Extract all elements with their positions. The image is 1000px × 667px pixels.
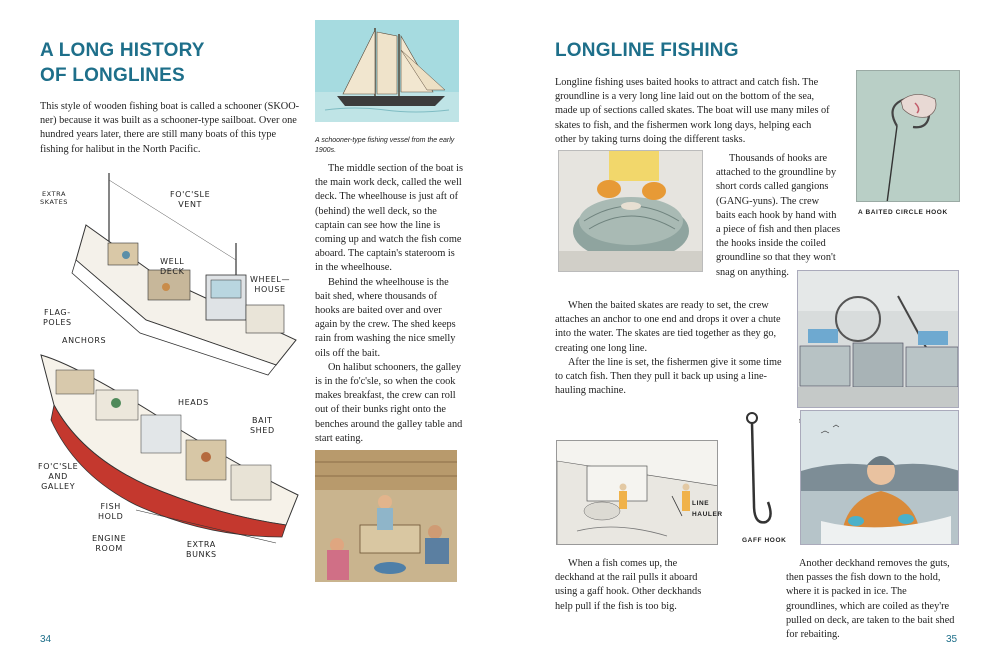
left-column-text: [315, 162, 463, 446]
circle-hook-illustration: [856, 70, 960, 202]
gaff-hook-illustration: [740, 410, 780, 530]
label-engine-room: ENGINE ROOM: [92, 534, 127, 553]
deckhand-illustration: [800, 410, 959, 545]
label-fish-hold: FISH HOLD: [98, 502, 124, 521]
line-hauler-illustration: [556, 440, 718, 545]
page-number-right: 35: [946, 634, 958, 645]
label-heads: HEADS: [178, 398, 209, 407]
left-intro: [40, 100, 302, 157]
skates-illustration: [797, 270, 959, 408]
gaff-paragraph-block: [555, 557, 710, 614]
label-extra-bunks: EXTRA BUNKS: [186, 540, 217, 559]
guts-paragraph: Another deckhand removes the guts, then passes the fish down to the hold, where it is packed in ice. The groundlines, which are coiled as they're pulled on deck, are taken to the bait shed for rebaiting.: [786, 558, 955, 641]
label-anchors: ANCHORS: [62, 336, 107, 345]
label-well-deck: WELL DECK: [160, 257, 185, 276]
gaff-hook-caption: GAFF HOOK: [742, 537, 787, 544]
boat-cutaway-illustration: [36, 165, 306, 595]
label-focsle-vent: FO'C'SLE VENT: [170, 190, 211, 209]
right-intro-text: Longline fishing uses baited hooks to attract and catch fish. The groundline is a very long line laid out on the bottom of the sea, made up of sections called skates. The boat will use many miles of skates to fish, and the fishermen work long days, helping each other by taking turns doing the different tasks.: [555, 77, 830, 145]
galley-illustration: [315, 450, 457, 582]
skates-paragraph-1: When the baited skates are ready to set, the crew attaches an anchor to one end and drops it over a chute into the water. The skates are tied together as they go, creating one long line.: [555, 300, 781, 354]
bait-shed-paragraph: Behind the wheelhouse is the bait shed, where thousands of hooks are baited over and over again by the crew. The shed keeps rain from washing the nice smelly oils off the bait.: [315, 276, 456, 359]
left-title-line2: OF LONGLINES: [40, 65, 185, 86]
circle-hook-caption: A BAITED CIRCLE HOOK: [858, 209, 948, 216]
hooks-paragraph: Thousands of hooks are attached to the groundline by short cords called gangions (GANG-yuns). The crew baits each hook by hand with a piece of fish and then places the hooks inside the coiled groundline so that they won't snag on anything.: [716, 153, 841, 278]
right-intro: [555, 76, 833, 147]
schooner-illustration: [315, 20, 459, 122]
hooks-paragraph-block: [716, 152, 841, 280]
label-wheelhouse: WHEEL— HOUSE: [250, 275, 291, 294]
page-number-left: 34: [40, 634, 52, 645]
galley-paragraph: On halibut schooners, the galley is in the fo'c'sle, so when the cook makes breakfast, the crew can roll out of their bunks right onto the benches around the galley table and start eating.: [315, 361, 463, 444]
left-title-line1: A LONG HISTORY: [40, 40, 205, 61]
well-deck-paragraph: The middle section of the boat is the main work deck, called the well deck. The wheelhouse is just aft of (behind) the well deck, so the captain can see how the line is coming up and watch the fish come aboard. The captain's stateroom is in the wheelhouse.: [315, 163, 463, 274]
baiting-hooks-illustration: [558, 150, 703, 272]
label-extra-skates: EXTRA SKATES: [40, 190, 69, 206]
skates-paragraph-2: After the line is set, the fishermen give it some time to catch fish. Then they pull it back up using a line-hauling machine.: [555, 356, 782, 397]
right-page-title: LONGLINE FISHING: [555, 40, 739, 61]
skates-paragraph-block: [555, 299, 787, 398]
left-intro-text: This style of wooden fishing boat is called a schooner (SKOO-ner) because it was built as a schooner-type sailboat. Over one hundred years later, there are still many boats of this type fishing for halibut in the North Pacific.: [40, 101, 300, 155]
gaff-paragraph: When a fish comes up, the deckhand at the rail pulls it aboard using a gaff hook. Other deckhands help pull if the fish is too big.: [555, 558, 702, 612]
label-focsle-galley: FO'C'SLE AND GALLEY: [38, 462, 79, 491]
label-flagpoles: FLAG- POLES: [43, 308, 72, 327]
guts-paragraph-block: [786, 557, 958, 642]
left-page-title: [40, 38, 280, 88]
line-hauler-label: LINE HAULER: [692, 500, 723, 518]
label-bait-shed: BAIT SHED: [250, 416, 275, 435]
schooner-caption: A schooner-type fishing vessel from the early 1900s.: [315, 137, 455, 154]
